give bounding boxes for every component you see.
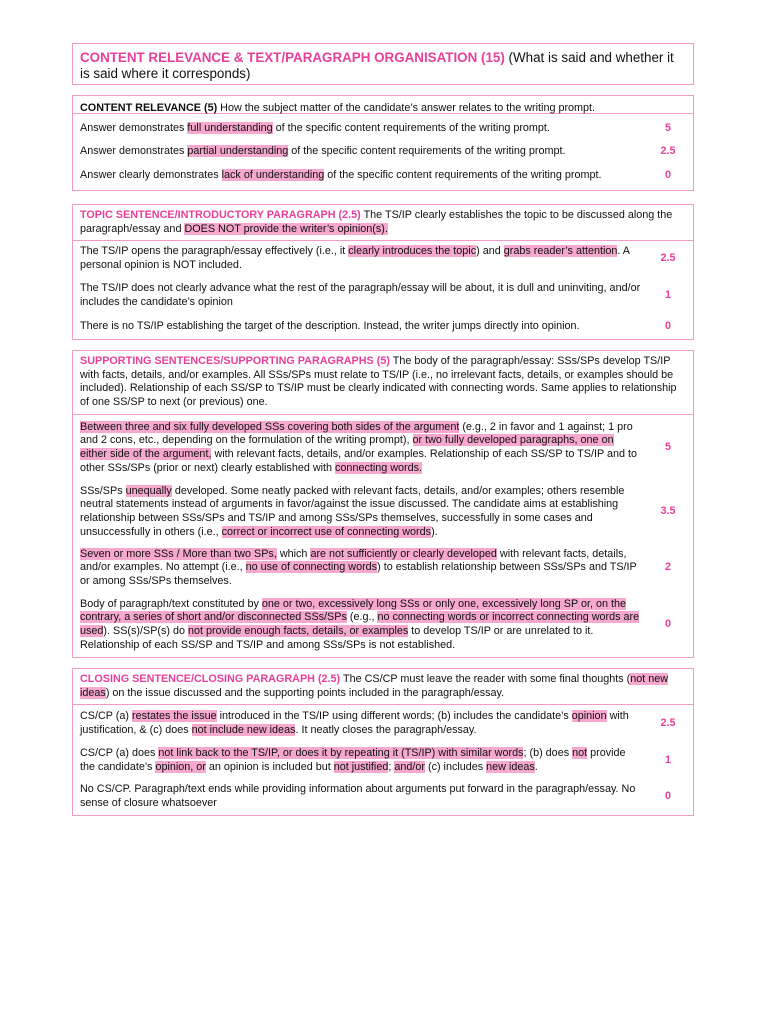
closing-row: No CS/CP. Paragraph/text ends while providing information about arguments put forward in the paragraph/essay. No sense of closure whatsoever 0 bbox=[73, 779, 693, 815]
topic-sentence-header: TOPIC SENTENCE/INTRODUCTORY PARAGRAPH (2.5) The TS/IP clearly establishes the topic to be discussed along the paragraph/essay and DOES NOT provide the writer’s opinion(s). bbox=[73, 205, 693, 241]
supporting-sentences-heading: SUPPORTING SENTENCES/SUPPORTING PARAGRAPHS (5) bbox=[80, 355, 390, 367]
rubric-title: CONTENT RELEVANCE & TEXT/PARAGRAPH ORGANISATION (15) bbox=[80, 50, 505, 65]
score-value: 2.5 bbox=[660, 145, 676, 158]
closing-row: CS/CP (a) does not link back to the TS/IP, or does it by repeating it (TS/IP) with similar words; (b) does not provide the candidate’s opinion, or an opinion is included but not justified; and/or (c) includes new ideas. 1 bbox=[73, 743, 693, 779]
supporting-sentences-header bbox=[73, 351, 693, 415]
score-value: 5 bbox=[664, 122, 671, 135]
content-relevance-heading: CONTENT RELEVANCE (5) bbox=[80, 102, 218, 114]
content-relevance-row: Answer demonstrates full understanding of the specific content requirements of the writing prompt. 5 bbox=[73, 114, 693, 140]
supporting-row: SSs/SPs unequally developed. Some neatly packed with relevant facts, details, and/or examples; others resemble neutral statements instead of arguments in favor/against the issue discussed. The candidate aims at establishing relationship between SSs/SPs and TS/IP and among SSs/SPs themselves, successfully in some cases and unsuccessfully in others (i.e., correct or incorrect use of connecting words). 3.5 bbox=[73, 481, 693, 543]
score-value: 0 bbox=[664, 790, 671, 803]
score-value: 1 bbox=[664, 289, 671, 302]
closing-sentence-section bbox=[72, 668, 694, 816]
closing-sentence-heading: CLOSING SENTENCE/CLOSING PARAGRAPH (2.5) bbox=[80, 673, 341, 685]
content-relevance-row: Answer clearly demonstrates lack of understanding of the specific content requirements of the writing prompt. 0 bbox=[73, 164, 693, 188]
content-relevance-row: Answer demonstrates partial understanding of the specific content requirements of the writing prompt. 2.5 bbox=[73, 140, 693, 164]
supporting-row: Seven or more SSs / More than two SPs, which are not sufficiently or clearly developed with relevant facts, details, and/or examples. No attempt (i.e., no use of connecting words) to establish relationship between SSs/SPs and TS/IP or among SSs/SPs themselves. 2 bbox=[73, 543, 693, 593]
rubric-subtitle: (What is said and whether it is said where it corresponds) bbox=[80, 50, 674, 81]
score-value: 2.5 bbox=[660, 252, 676, 265]
topic-sentence-row: There is no TS/IP establishing the target of the description. Instead, the writer jumps directly into opinion. 0 bbox=[73, 315, 693, 339]
score-value: 0 bbox=[664, 169, 671, 182]
content-relevance-section bbox=[72, 95, 694, 191]
score-value: 0 bbox=[664, 618, 671, 631]
closing-sentence-header: CLOSING SENTENCE/CLOSING PARAGRAPH (2.5) The CS/CP must leave the reader with some final thoughts (not new ideas) on the issue discussed and the supporting points included in the paragraph/essay. bbox=[73, 669, 693, 705]
supporting-row: Body of paragraph/text constituted by one or two, excessively long SSs or only one, excessively long SP or, on the contrary, a series of short and/or disconnected SSs/SPs (e.g., no connecting words or incorrect connecting words are used). SS(s)/SP(s) do not provide enough facts, details, or examples to develop TS/IP or are unrelated to it. Relationship of each SS/SP and TS/IP and among SSs/SPs is not established. 0 bbox=[73, 593, 693, 657]
supporting-row: Between three and six fully developed SSs covering both sides of the argument (e.g., 2 in favor and 1 against; 1 pro and 2 cons, etc., depending on the formulation of the writing prompt), or two fully developed paragraphs, one on either side of the argument, with relevant facts, details, and/or examples. Relationship of each SS/SP to TS/IP and to other SSs/SPs (prior or next) clearly established with connecting words. 5 bbox=[73, 415, 693, 481]
topic-sentence-row: The TS/IP opens the paragraph/essay effectively (i.e., it clearly introduces the topic) and grabs reader’s attention. A personal opinion is NOT included. 2.5 bbox=[73, 241, 693, 277]
score-value: 5 bbox=[664, 441, 671, 454]
closing-row: CS/CP (a) restates the issue introduced in the TS/IP using different words; (b) includes the candidate’s opinion with justification, & (c) does not include new ideas. It neatly closes the paragraph/essay. 2.5 bbox=[73, 705, 693, 743]
rubric-title-box bbox=[72, 43, 694, 85]
score-value: 2.5 bbox=[660, 717, 676, 730]
score-value: 0 bbox=[664, 320, 671, 333]
content-relevance-description: How the subject matter of the candidate’s answer relates to the writing prompt. bbox=[220, 102, 596, 114]
supporting-sentences-description: The body of the paragraph/essay: SSs/SPs develop TS/IP with facts, details, and/or examples. All SSs/SPs must relate to TS/IP (i.e., no irrelevant facts, details, or examples should be included). Relationship of each SS/SP to TS/IP must be clearly indicated with connecting words. Same applies to relationship of one SS/SP to next (or previous) one. bbox=[80, 355, 677, 408]
score-value: 1 bbox=[664, 754, 671, 767]
topic-sentence-heading: TOPIC SENTENCE/INTRODUCTORY PARAGRAPH (2.5) bbox=[80, 209, 361, 221]
topic-sentence-section bbox=[72, 204, 694, 340]
topic-sentence-row: The TS/IP does not clearly advance what the rest of the paragraph/essay will be about, it is dull and uninviting, and/or includes the candidate’s opinion 1 bbox=[73, 277, 693, 315]
score-value: 3.5 bbox=[660, 505, 676, 518]
supporting-sentences-section bbox=[72, 350, 694, 658]
score-value: 2 bbox=[664, 561, 671, 574]
content-relevance-header bbox=[73, 96, 693, 114]
